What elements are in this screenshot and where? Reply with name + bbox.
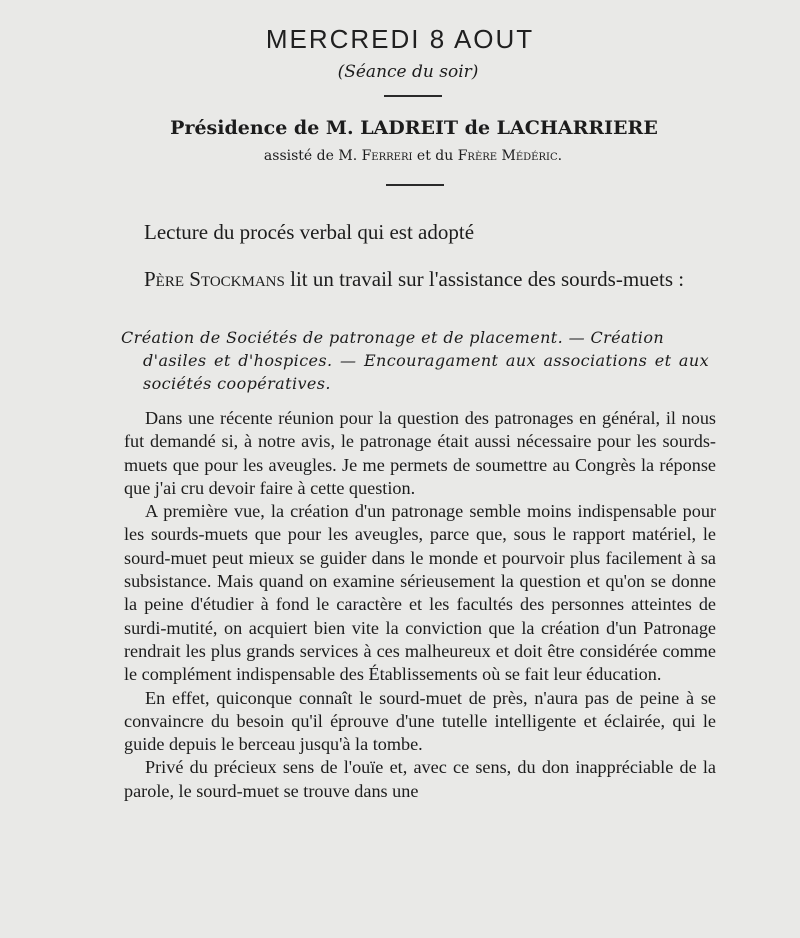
session-date: MERCREDI 8 AOUT [265, 24, 535, 54]
presidence-line [0, 117, 800, 139]
paragraph: A première vue, la création d'un patronage semble moins indispensable pour les sourds-muets que pour les aveugles, parce que, sous le rapport matériel, le sourd-muet peut mieux se guider dans le monde et pourvoir plus facilement à sa subsistance. Mais quand on examine sérieusement la question et qu'on se donne la peine d'étudier à fond le caractère et les facultés des personnes atteintes de surdi-mutité, on acquiert bien vite la conviction que la création d'un Patronage rendrait les plus grands services à ces malheureux et doit être considérée comme le complément indispensable des Établissements où se fait leur éducation. [124, 501, 716, 685]
presidence-prefix: Présidence de M. [170, 117, 361, 139]
speaker-name: Père Stockmans [144, 267, 285, 291]
paragraph: Dans une récente réunion pour la question des patronages en général, il nous fut demandé si, à notre avis, le patronage était aussi nécessaire pour les sourds-muets que pour les aveugles. Je me permets de soumettre au Congrès la réponse que j'ai cru devoir faire à cette question. [124, 408, 716, 498]
speaker-intro [123, 266, 713, 292]
divider-bottom [386, 184, 444, 186]
divider-top [384, 95, 442, 97]
assiste-mid: et du [412, 148, 458, 164]
minutes-statement: Lecture du procés verbal qui est adopté [144, 220, 475, 244]
talk-theme [121, 326, 709, 395]
session-subtitle: (Séance du soir) [337, 62, 479, 82]
assiste-suffix: . [557, 148, 563, 164]
presidence-name: LADREIT de LACHARRIERE [360, 117, 658, 139]
paragraph: Privé du précieux sens de l'ouïe et, avec ce sens, du don inappréciable de la parole, le sourd-muet se trouve dans une [124, 757, 716, 801]
theme-line-1: Création de Sociétés de patronage et de placement. — Création [121, 328, 665, 347]
speaker-intro-text: lit un travail sur l'assistance des sourds-muets : [284, 267, 685, 291]
theme-line-rest: d'asiles et d'hospices. — Encouragament aux associations et aux sociétés coopératives. [143, 351, 709, 393]
assistants-line [0, 148, 800, 164]
paragraph: En effet, quiconque connaît le sourd-muet de près, n'aura pas de peine à se convaincre du besoin qu'il éprouve d'une tutelle intelligente et éclairée, qui le guide depuis le berceau jusqu'à la tombe. [124, 687, 716, 755]
body-text [124, 407, 716, 803]
assiste-prefix: assisté de M. [263, 148, 362, 164]
assistant-name-2: Frère Médéric [457, 148, 558, 164]
assistant-name-1: Ferreri [361, 148, 413, 164]
